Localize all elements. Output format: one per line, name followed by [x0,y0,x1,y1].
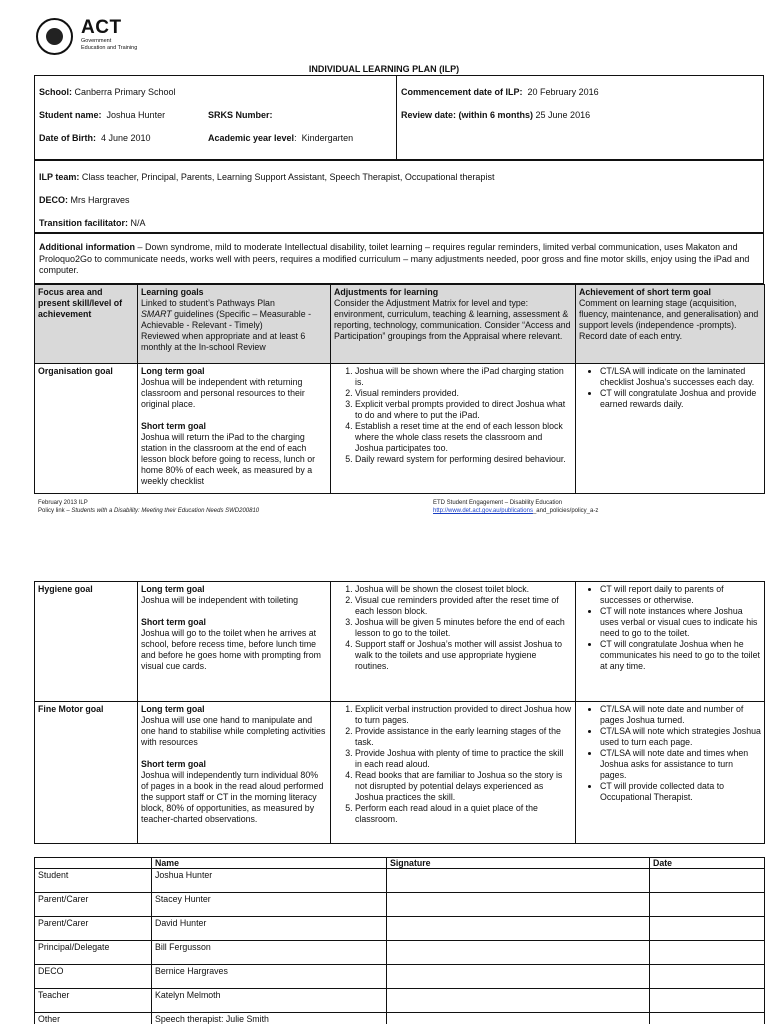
signature-table [34,857,765,1024]
adjustment-item: 1. Joshua will be shown the closest toilet block. [355,584,572,595]
act-crest-icon [36,18,73,55]
ilp-team-box [34,160,764,233]
achievement-item: • CT will report daily to parents of successes or otherwise. [600,584,761,606]
sig-date-field[interactable] [650,941,765,965]
adjustment-item: 4. Support staff or Joshua’s mother will assist Joshua to walk to the toilets and use appropriate hygiene routines. [355,639,572,672]
long-term-goal: Joshua will be independent with toileting [141,595,298,605]
short-term-goal: Joshua will independently turn individual 80% of pages in a book in the read aloud performed the support staff or CT in the morning literacy block, 80% of opportunities, as measured by teacher-charted observations. [141,770,324,824]
sig-name: Speech therapist: Julie Smith [152,1013,387,1024]
signature-row [35,989,765,1013]
goal-area-title: Fine Motor goal [38,704,104,714]
goal-area-title: Hygiene goal [38,584,93,594]
long-term-goal: Joshua will be independent with returning classroom and personal resources to their original place. [141,377,305,409]
sig-signature-field[interactable] [387,989,650,1013]
sig-role: Other [35,1013,152,1024]
long-term-goal: Joshua will use one hand to manipulate and one hand to stabilise while completing activities with resources [141,715,326,747]
footer-department: ETD Student Engagement – Disability Education [433,500,563,506]
sig-signature-field[interactable] [387,941,650,965]
adjustment-item: 5. Perform each read aloud in a quiet place of the classroom. [355,803,572,825]
adjustment-item: 2. Provide assistance in the early learning stages of the task. [355,726,572,748]
smart-text: SMART [141,309,172,319]
achievement-item: • CT/LSA will note date and number of pages Joshua turned. [600,704,761,726]
footer-policy-title: Students with a Disability: Meeting their Education Needs SWD200810 [71,508,260,514]
sig-role: Student [35,869,152,893]
footer-date: February 2013 ILP [38,500,88,506]
short-term-goal: Joshua will return the iPad to the charging station in the classroom at the end of each lesson block before going to recess, lunch or home 80% of each week, as measured by a weekly checklist [141,432,316,486]
achievement-item: • CT will provide collected data to Occupational Therapist. [600,781,761,803]
srks-label: SRKS Number: [208,110,273,120]
year-level-value: Kindergarten [301,133,354,143]
long-term-label: Long term goal [141,704,205,714]
review-value: 25 June 2016 [535,110,591,120]
short-term-label: Short term goal [141,617,207,627]
goal-area [35,364,138,494]
commencement-value: 20 February 2016 [527,87,599,97]
footer-left [38,499,259,515]
additional-info-text [39,242,759,277]
goal-learning [138,582,331,702]
team-value: Class teacher, Principal, Parents, Learning Support Assistant, Speech Therapist, Occupational therapist [81,172,495,182]
sig-header-role [35,858,152,869]
additional-info-label: Additional information [39,242,135,252]
logo-sub2: Education and Training [81,45,138,51]
logo-sub1: Government [81,38,112,44]
act-government-logo [36,16,156,56]
review-line [401,110,590,121]
goals-table-page2 [34,581,765,844]
page-title: INDIVIDUAL LEARNING PLAN (ILP) [308,64,460,74]
adjustment-item: 3. Explicit verbal prompts provided to direct Joshua what to do and where to put the iPad. [355,399,572,421]
commencement-label: Commencement date of ILP: [401,87,523,97]
adjustments-title: Adjustments for learning [334,287,439,297]
facilitator-value: N/A [130,218,146,228]
achievement-item: • CT will congratulate Joshua when he communicates his need to go to the toilet at any time. [600,639,761,672]
sig-role: Principal/Delegate [35,941,152,965]
footer-policy-prefix: Policy link – [38,508,72,514]
goal-achievement [576,364,765,494]
learning-goals-line1: Linked to student’s Pathways Plan [141,298,275,308]
goal-area [35,702,138,844]
sig-name: David Hunter [152,917,387,941]
goal-row-fine-motor [35,702,765,844]
dob-label: Date of Birth: [39,133,96,143]
student-name-label: Student name: [39,110,102,120]
goal-row-organisation [35,364,765,494]
sig-date-field[interactable] [650,1013,765,1024]
signature-row [35,917,765,941]
review-label: Review date: (within 6 months) [401,110,534,120]
adjustment-item: 1. Explicit verbal instruction provided to direct Joshua how to turn pages. [355,704,572,726]
header-adjustments [331,285,576,364]
focus-area-title: Focus area and present skill/level of achievement [38,287,123,319]
header-focus-area [35,285,138,364]
sig-role: Parent/Carer [35,893,152,917]
year-level-label: Academic year level [208,133,295,143]
logo-title: ACT [81,17,122,38]
dob-line [39,133,151,144]
goal-learning [138,364,331,494]
additional-info-value: – Down syndrome, mild to moderate Intellectual disability, toilet learning – requires regular reminders, limited verbal communication, uses Makaton and Proloquo2Go to communicate needs, works well with peers, requires a modified curriculum – many adjustments needed, poor gross and fine motor skills, enjoy using the iPad and computer. [39,242,750,275]
achievement-item: • CT/LSA will note date and times when Joshua asks for assistance to turn pages. [600,748,761,781]
signature-row [35,893,765,917]
sig-date-field[interactable] [650,965,765,989]
goal-area-title: Organisation goal [38,366,113,376]
learning-goals-line2: guidelines (Specific – Measurable - Achievable - Relevant - Timely) [141,309,311,330]
adjustment-item: 1. Joshua will be shown where the iPad charging station is. [355,366,572,388]
sig-signature-field[interactable] [387,893,650,917]
sig-date-field[interactable] [650,869,765,893]
sig-signature-field[interactable] [387,965,650,989]
deco-label: DECO: [39,195,68,205]
achievement-title: Achievement of short term goal [579,287,711,297]
sig-name: Katelyn Melmoth [152,989,387,1013]
srks-line [208,110,273,121]
adjustments-desc: Consider the Adjustment Matrix for level and type: environment, curriculum, teaching & learning, assessment & reporting, technology, communication. Consider “Access and Participation” groupings from the Appraisal where relevant. [334,298,571,341]
deco-line [39,195,130,206]
footer-right [433,499,598,515]
adjustment-item: 2. Visual cue reminders provided after the reset time of each lesson block. [355,595,572,617]
sig-signature-field[interactable] [387,869,650,893]
goal-row-hygiene [35,582,765,702]
school-label: School: [39,87,72,97]
signature-row [35,965,765,989]
achievement-item: • CT/LSA will indicate on the laminated checklist Joshua’s successes each day. [600,366,761,388]
deco-value: Mrs Hargraves [70,195,130,205]
signature-row [35,941,765,965]
long-term-label: Long term goal [141,584,205,594]
achievement-item: • CT will note instances where Joshua uses verbal or visual cues to indicate his need to go to the toilet. [600,606,761,639]
header-achievement [576,285,765,364]
sig-signature-field[interactable] [387,1013,650,1024]
achievement-desc: Comment on learning stage (acquisition, fluency, maintenance, and generalisation) and support levels (independence -prompts). Record date of each entry. [579,298,759,341]
sig-name: Stacey Hunter [152,893,387,917]
goal-learning [138,702,331,844]
achievement-item: • CT/LSA will note which strategies Joshua used to turn each page. [600,726,761,748]
signature-row [35,1013,765,1024]
footer-policy [38,507,259,515]
long-term-label: Long term goal [141,366,205,376]
sig-role: DECO [35,965,152,989]
sig-date-field[interactable] [650,893,765,917]
learning-goals-title: Learning goals [141,287,204,297]
adjustment-item: 3. Provide Joshua with plenty of time to practice the skill in each read aloud. [355,748,572,770]
sig-name: Bernice Hargraves [152,965,387,989]
student-name-value: Joshua Hunter [106,110,166,120]
sig-date-field[interactable] [650,917,765,941]
goal-adjustments [331,582,576,702]
sig-role: Teacher [35,989,152,1013]
sig-name: Bill Fergusson [152,941,387,965]
short-term-label: Short term goal [141,759,207,769]
adjustment-item: 5. Daily reward system for performing desired behaviour. [355,454,572,465]
year-level-line: Academic year level: Kindergarten [208,133,354,143]
facilitator-line [39,218,146,229]
facilitator-label: Transition facilitator: [39,218,129,228]
sig-role: Parent/Carer [35,917,152,941]
footer-link-line [433,507,598,515]
sig-name: Joshua Hunter [152,869,387,893]
header-learning-goals [138,285,331,364]
sig-signature-field[interactable] [387,917,650,941]
footer-link[interactable]: http://www.det.act.gov.au/publications [433,508,533,514]
sig-date-field[interactable] [650,989,765,1013]
goal-area [35,582,138,702]
footer-link-rest: _and_policies/policy_a-z [532,508,599,514]
student-name-line [39,110,165,121]
goal-adjustments [331,702,576,844]
adjustment-item: 4. Establish a reset time at the end of each lesson block where the whole class resets the classroom and Joshua participates too. [355,421,572,454]
team-line [39,172,759,183]
commencement-line [401,87,599,98]
learning-goals-line3: Reviewed when appropriate and at least 6 monthly at the In-school Review [141,331,306,352]
signature-row [35,869,765,893]
adjustment-item: 3. Joshua will be given 5 minutes before the end of each lesson to go to the toilet. [355,617,572,639]
adjustment-item: 2. Visual reminders provided. [355,388,572,399]
school-line [39,87,176,98]
team-label: ILP team: [39,172,80,182]
dob-value: 4 June 2010 [101,133,151,143]
school-value: Canberra Primary School [74,87,176,97]
student-info-box [34,75,764,160]
signature-header-row [35,858,765,869]
achievement-item: • CT will congratulate Joshua and provide earned rewards daily. [600,388,761,410]
short-term-goal: Joshua will go to the toilet when he arrives at school, before recess time, before lunch time and before he goes home with prompting from visual cue cards. [141,628,321,671]
logo-subtitle [81,38,137,52]
additional-info-box [34,233,764,284]
goal-achievement [576,582,765,702]
short-term-label: Short term goal [141,421,207,431]
goals-table-page1 [34,284,765,494]
sig-header-name: Name [152,858,387,869]
sig-header-date: Date [650,858,765,869]
goal-adjustments [331,364,576,494]
sig-header-signature: Signature [387,858,650,869]
adjustment-item: 4. Read books that are familiar to Joshua so the story is not disrupted by potential delays experienced as Joshua practices the skill. [355,770,572,803]
goal-achievement [576,702,765,844]
goals-header-row [35,285,765,364]
